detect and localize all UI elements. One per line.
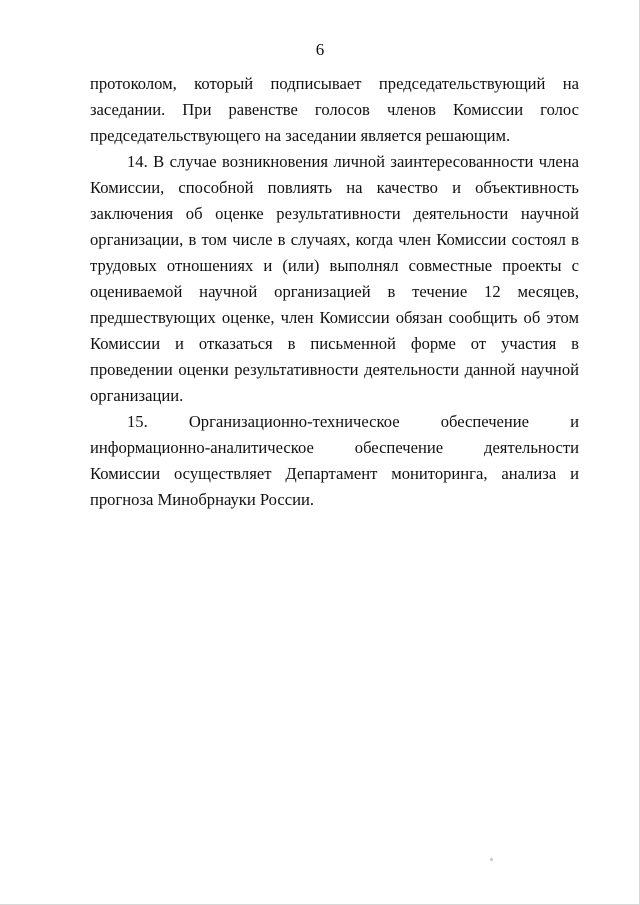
- paragraph-item-15: 15. Организационно-техническое обеспечение и информационно-аналитическое обеспечение деятельности Комиссии осуществляет Департамент мониторинга, анализа и прогноза Минобрнауки России.: [90, 412, 579, 509]
- paragraph-item-14: 14. В случае возникновения личной заинтересованности члена Комиссии, способной повлиять на качество и объективность заключения об оценке результативности деятельности научной организации, в том числе в случаях, когда член Комиссии состоял в трудовых отношениях и (или) выполнял совместные проекты с оцениваемой научной организацией в течение 12 месяцев, предшествующих оценке, член Комиссии обязан сообщить об этом Комиссии и отказаться в письменной форме от участия в проведении оценки результативности деятельности данной научной организации.: [90, 152, 579, 405]
- page-number: 6: [315, 40, 325, 59]
- scan-artifact: [490, 858, 493, 861]
- document-body: [90, 71, 579, 513]
- paragraph-continuation: протоколом, который подписывает председательствующий на заседании. При равенстве голосов членов Комиссии голос председательствующего на заседании является решающим.: [90, 74, 579, 145]
